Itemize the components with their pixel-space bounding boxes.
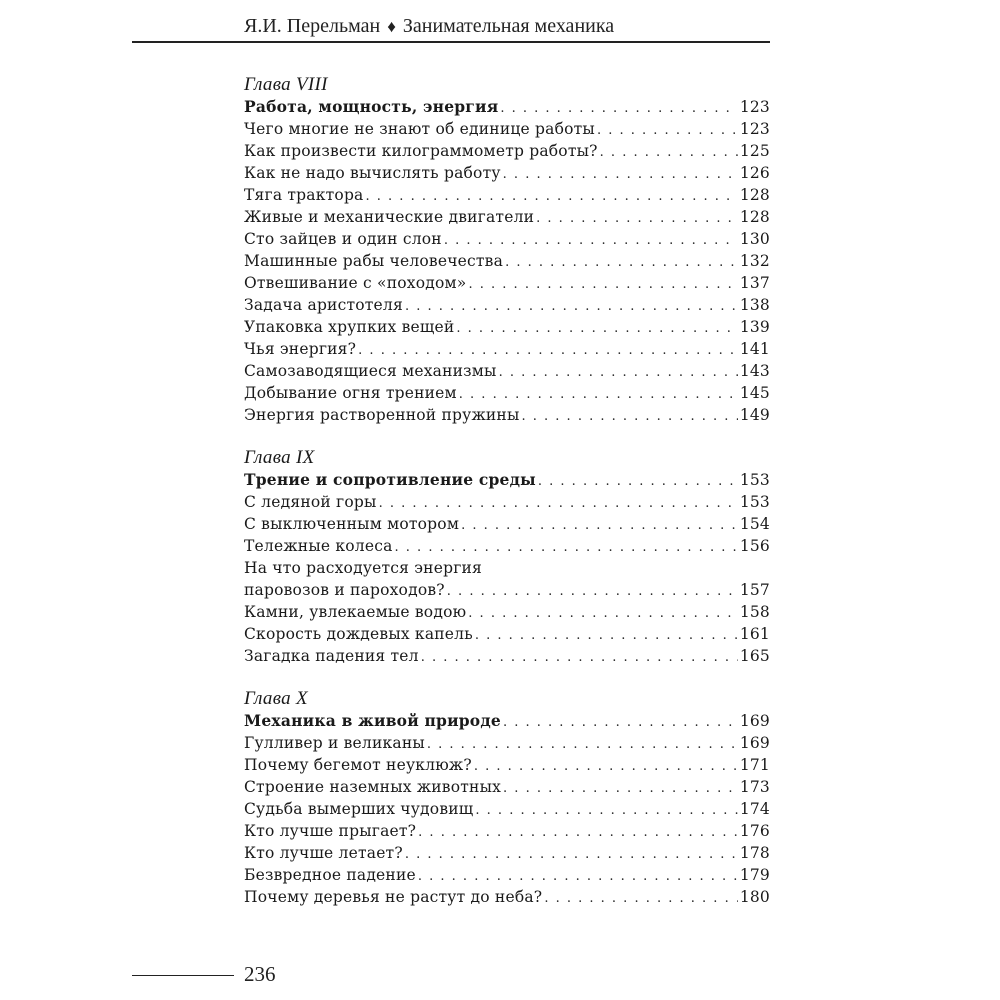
entry-title: Упаковка хрупких вещей	[244, 318, 455, 336]
entry-title: Как произвести килограммометр работы?	[244, 142, 598, 160]
dot-leader	[468, 603, 738, 625]
toc-entry[interactable]	[244, 491, 770, 513]
dot-leader	[418, 822, 738, 844]
toc-entry[interactable]	[244, 820, 770, 842]
dot-leader	[456, 318, 737, 340]
dot-leader	[469, 274, 738, 296]
toc-entry[interactable]	[244, 535, 770, 557]
section-heading[interactable]	[244, 710, 770, 732]
toc-entry[interactable]	[244, 382, 770, 404]
table-of-contents	[244, 75, 770, 930]
dot-leader	[427, 734, 738, 756]
page-number: 139	[739, 318, 770, 336]
dot-leader	[418, 866, 738, 888]
diamond-icon: ♦	[387, 17, 396, 36]
section-title: Механика в живой природе	[244, 711, 501, 730]
page-number: 128	[739, 186, 770, 204]
section-heading[interactable]	[244, 96, 770, 118]
dot-leader	[461, 515, 738, 537]
footer-rule	[132, 975, 234, 976]
dot-leader	[459, 384, 738, 406]
dot-leader	[600, 142, 738, 164]
toc-entry[interactable]	[244, 404, 770, 426]
page-number: 138	[739, 296, 770, 314]
entry-title: Добывание огня трением	[244, 384, 457, 402]
page-folio: 236	[244, 962, 276, 986]
toc-entry[interactable]	[244, 294, 770, 316]
page-number: 126	[739, 164, 770, 182]
entry-title: Сто зайцев и один слон	[244, 230, 442, 248]
chapter-label: Глава VIII	[244, 74, 328, 95]
entry-title: Отвешивание с «походом»	[244, 274, 467, 292]
dot-leader	[538, 471, 738, 493]
toc-entry[interactable]	[244, 623, 770, 645]
chapter-10	[244, 689, 770, 908]
toc-entry[interactable]	[244, 754, 770, 776]
page-number: 171	[739, 756, 770, 774]
dot-leader	[395, 537, 738, 559]
section-heading[interactable]	[244, 469, 770, 491]
page-number: 153	[739, 471, 770, 489]
entry-title: Камни, увлекаемые водою	[244, 603, 467, 621]
page-number: 128	[739, 208, 770, 226]
dot-leader	[503, 712, 738, 734]
entry-title: Энергия растворенной пружины	[244, 406, 520, 424]
dot-leader	[503, 164, 738, 186]
toc-entry[interactable]	[244, 645, 770, 667]
dot-leader	[500, 98, 737, 120]
header-rule	[132, 41, 770, 43]
dot-leader	[421, 647, 738, 669]
page-number: 157	[739, 581, 770, 599]
entry-title: Самозаводящиеся механизмы	[244, 362, 497, 380]
page-number: 179	[739, 866, 770, 884]
dot-leader	[447, 581, 738, 603]
entry-title: Кто лучше летает?	[244, 844, 403, 862]
entry-title-continuation: паровозов и пароходов?	[244, 581, 445, 599]
dot-leader	[475, 625, 738, 647]
running-head-author: Я.И. Перельман	[244, 15, 381, 37]
entry-title: Как не надо вычислять работу	[244, 164, 501, 182]
page-number: 130	[739, 230, 770, 248]
entry-title: Строение наземных животных	[244, 778, 502, 796]
toc-entry[interactable]	[244, 228, 770, 250]
page-number: 143	[739, 362, 770, 380]
page-number: 173	[739, 778, 770, 796]
page-number: 141	[739, 340, 770, 358]
toc-entry[interactable]	[244, 272, 770, 294]
chapter-8	[244, 75, 770, 426]
entry-title: С ледяной горы	[244, 493, 377, 511]
entry-title: Машинные рабы человечества	[244, 252, 504, 270]
toc-entry[interactable]	[244, 798, 770, 820]
dot-leader	[499, 362, 738, 384]
entry-title: Загадка падения тел	[244, 647, 419, 665]
toc-entry[interactable]	[244, 206, 770, 228]
chapter-label: Глава IX	[244, 447, 315, 468]
dot-leader	[522, 406, 738, 428]
dot-leader	[405, 296, 738, 318]
entry-title: Чья энергия?	[244, 340, 357, 358]
entry-title: Тележные колеса	[244, 537, 393, 555]
entry-title: Судьба вымерших чудовищ	[244, 800, 474, 818]
page-number: 149	[739, 406, 770, 424]
page-number: 123	[739, 120, 770, 138]
page-number: 158	[739, 603, 770, 621]
entry-title: Живые и механические двигатели	[244, 208, 535, 226]
toc-entry[interactable]	[244, 250, 770, 272]
toc-entry[interactable]	[244, 864, 770, 886]
dot-leader	[536, 208, 738, 230]
page-number: 174	[739, 800, 770, 818]
entry-title: Тяга трактора	[244, 186, 364, 204]
page-number: 153	[739, 493, 770, 511]
entry-title: Почему бегемот неуклюж?	[244, 756, 472, 774]
dot-leader	[503, 778, 738, 800]
toc-entry[interactable]	[244, 776, 770, 798]
toc-entry[interactable]	[244, 338, 770, 360]
running-head	[244, 14, 764, 39]
entry-title: Чего многие не знают об единице работы	[244, 120, 595, 138]
page-number: 132	[739, 252, 770, 270]
page-number: 169	[739, 734, 770, 752]
page-number: 169	[739, 712, 770, 730]
toc-entry-continuation[interactable]	[244, 579, 770, 601]
dot-leader	[475, 800, 737, 822]
toc-entry[interactable]	[244, 162, 770, 184]
toc-entry[interactable]	[244, 360, 770, 382]
toc-entry[interactable]	[244, 118, 770, 140]
page-number: 123	[739, 98, 770, 116]
entry-title: Кто лучше прыгает?	[244, 822, 417, 840]
page-number: 178	[739, 844, 770, 862]
dot-leader	[358, 340, 738, 362]
page-number: 156	[739, 537, 770, 555]
entry-title: Безвредное падение	[244, 866, 416, 884]
dot-leader	[474, 756, 738, 778]
page-number: 165	[739, 647, 770, 665]
entry-title: Почему деревья не растут до неба?	[244, 888, 543, 906]
dot-leader	[366, 186, 738, 208]
toc-entry[interactable]	[244, 513, 770, 535]
toc-entry-first-line[interactable]	[244, 557, 770, 579]
dot-leader	[544, 888, 737, 910]
toc-entry[interactable]	[244, 732, 770, 754]
section-title: Трение и сопротивление среды	[244, 470, 536, 489]
dot-leader	[444, 230, 738, 252]
page-number: 145	[739, 384, 770, 402]
dot-leader	[597, 120, 738, 142]
entry-title: Задача аристотеля	[244, 296, 403, 314]
toc-entry[interactable]	[244, 886, 770, 908]
entry-title: Скорость дождевых капель	[244, 625, 473, 643]
toc-entry[interactable]	[244, 601, 770, 623]
entry-title: На что расходуется энергия	[244, 559, 483, 577]
page-number: 125	[739, 142, 770, 160]
section-title: Работа, мощность, энергия	[244, 97, 499, 116]
toc-entry[interactable]	[244, 842, 770, 864]
page-number: 137	[739, 274, 770, 292]
toc-entry[interactable]	[244, 316, 770, 338]
running-head-title: Занимательная механика	[402, 15, 615, 37]
toc-entry[interactable]	[244, 184, 770, 206]
dot-leader	[379, 493, 738, 515]
page-number: 176	[739, 822, 770, 840]
chapter-9	[244, 448, 770, 667]
toc-entry[interactable]	[244, 140, 770, 162]
page-number: 161	[739, 625, 770, 643]
entry-title: С выключенным мотором	[244, 515, 460, 533]
page-number: 154	[739, 515, 770, 533]
page-number: 180	[739, 888, 770, 906]
dot-leader	[505, 252, 738, 274]
chapter-label: Глава X	[244, 688, 308, 709]
entry-title: Гулливер и великаны	[244, 734, 425, 752]
dot-leader	[405, 844, 738, 866]
